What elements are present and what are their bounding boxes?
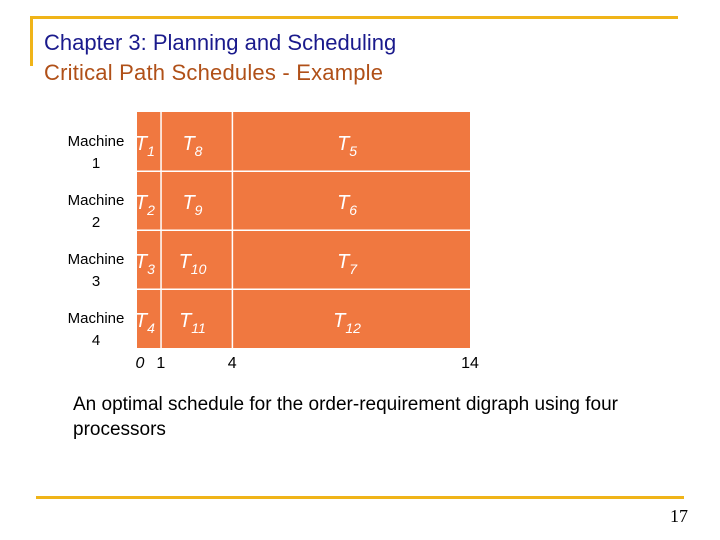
- task-label: $T_1$: [134, 133, 155, 159]
- slide-subtitle: Critical Path Schedules - Example: [44, 60, 384, 85]
- bottom-rule: [36, 496, 684, 499]
- machine-label: Machine: [67, 133, 125, 150]
- task-label: $T_2$: [134, 192, 155, 218]
- task-label: $T_{11}$: [179, 310, 206, 336]
- task-bar: [162, 290, 232, 348]
- machine-number: 1: [91, 155, 101, 172]
- task-label: $T_9$: [182, 192, 203, 218]
- task-label: $T_{10}$: [178, 251, 207, 277]
- task-label: $T_8$: [182, 133, 203, 159]
- slide-title: Chapter 3: Planning and Scheduling: [44, 30, 397, 55]
- task-label: $T_5$: [337, 133, 358, 159]
- page-number: 17: [670, 506, 688, 526]
- machine-number: 3: [91, 273, 101, 290]
- task-label: $T_7$: [337, 251, 358, 277]
- axis-tick-label: 14: [461, 355, 479, 372]
- axis-tick-label: 0: [135, 355, 145, 372]
- task-label: $T_4$: [134, 310, 155, 336]
- machine-label: Machine: [67, 251, 125, 268]
- machine-label: Machine: [67, 192, 125, 209]
- task-bar: [162, 231, 232, 289]
- task-label: $T_3$: [134, 251, 155, 277]
- task-bar: [233, 112, 470, 171]
- chart-caption: An optimal schedule for the order-requirement digraph using four processors: [73, 394, 618, 440]
- axis-tick-label: 4: [227, 355, 237, 372]
- task-bar: [233, 231, 470, 289]
- machine-label: Machine: [67, 310, 125, 327]
- task-bar: [233, 172, 470, 230]
- task-bar: [162, 172, 232, 230]
- machine-number: 2: [91, 214, 101, 231]
- task-bar: [162, 112, 232, 171]
- machine-number: 4: [91, 332, 101, 349]
- task-bar: [233, 290, 470, 348]
- task-label: $T_6$: [337, 192, 358, 218]
- task-label: $T_{12}$: [333, 310, 361, 336]
- axis-tick-label: 1: [156, 355, 166, 372]
